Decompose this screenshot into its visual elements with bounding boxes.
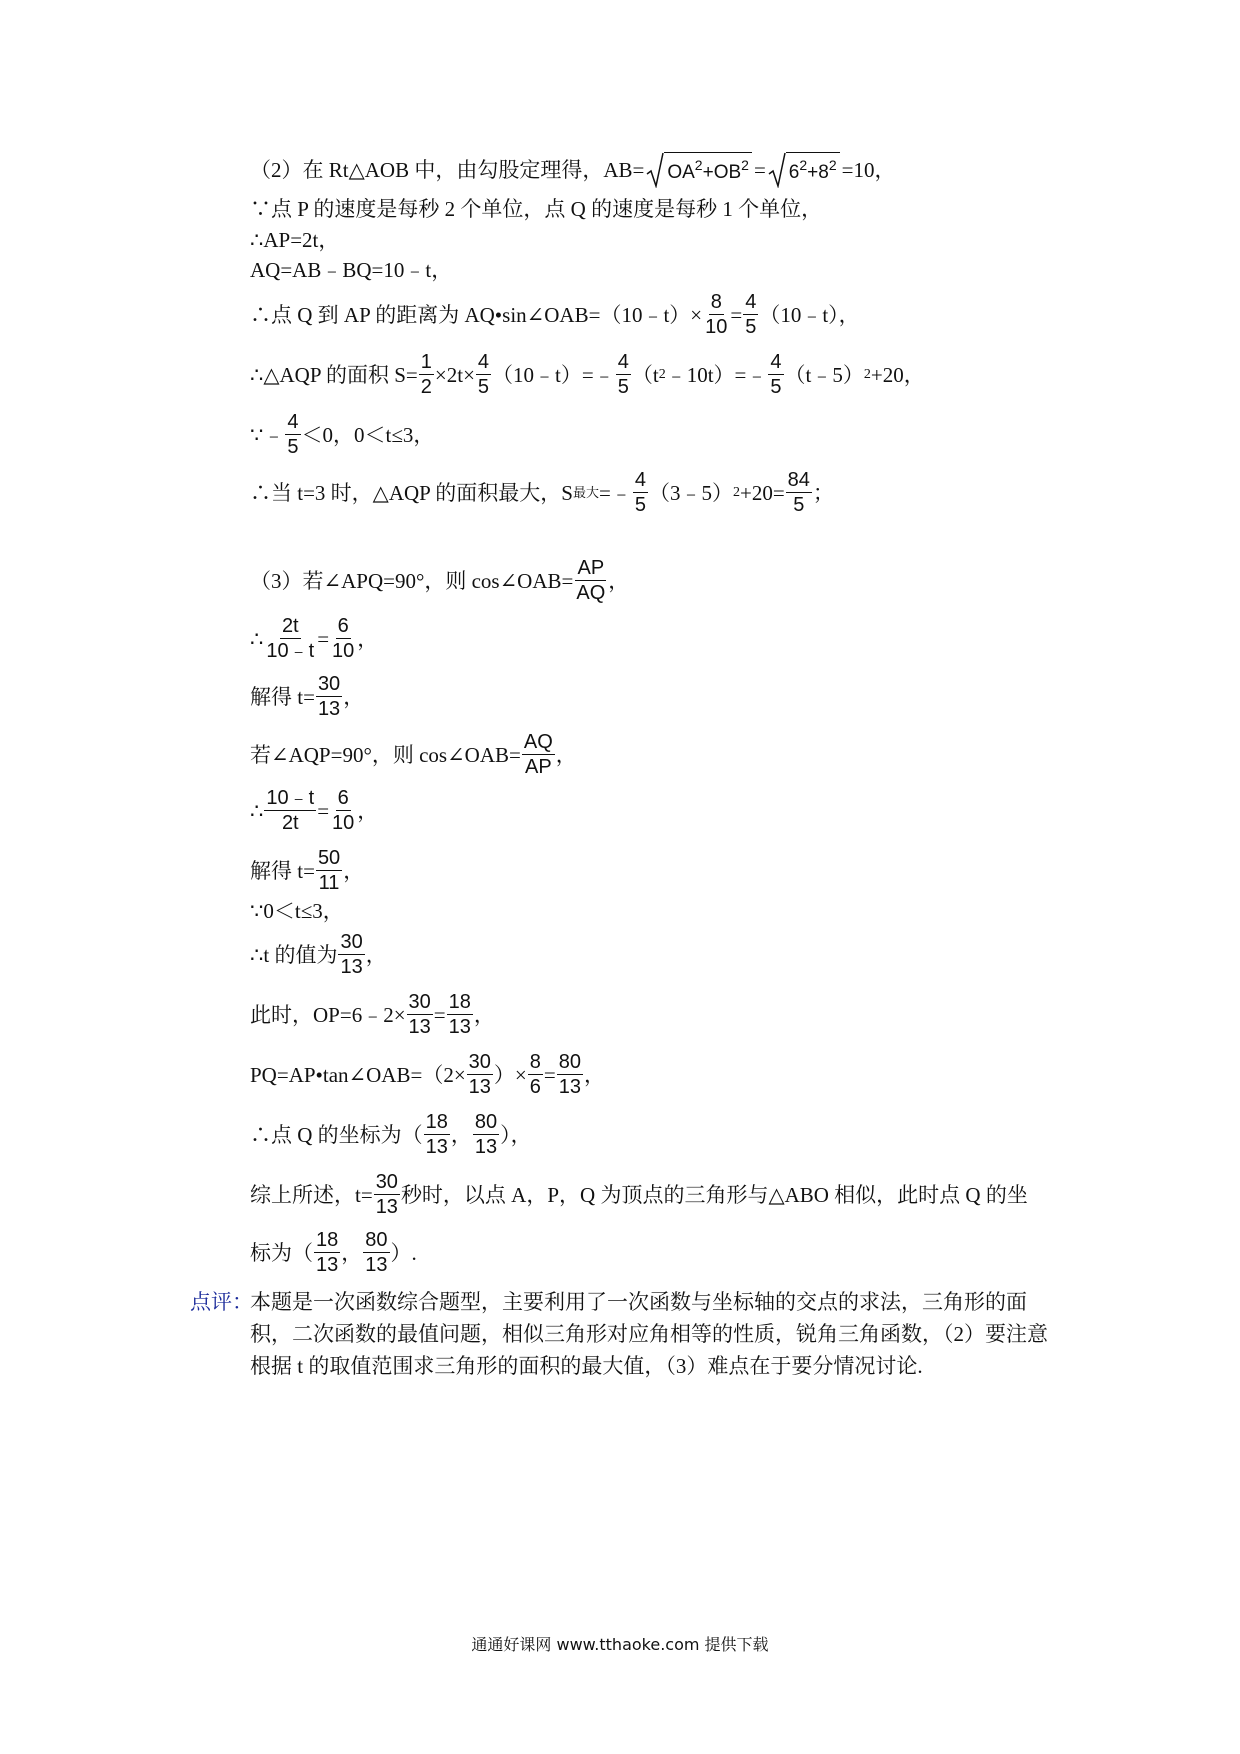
fraction: $\frac{30}{13}$: [408, 991, 431, 1038]
part3-line-11: ∴点 Q 的坐标为（ $\frac{18}{13}$ ， $\frac{80}{13}$ ），: [250, 1111, 532, 1158]
fraction: $\frac{2t}{10﹣t}$: [266, 615, 315, 662]
fraction: $\frac{30}{13}$: [468, 1051, 491, 1098]
part3-line-5: ∴ $\frac{10﹣t}{2t}$ = $\frac{6}{10}$ ，: [250, 787, 379, 834]
sqrt-6-8: $6^2+8^2$: [768, 152, 840, 188]
part3-line-3: 解得 t= $\frac{30}{13}$ ，: [250, 673, 365, 720]
text: （2）在 Rt△AOB 中，由勾股定理得，AB=: [250, 158, 645, 182]
fraction: $\frac{AP}{AQ}$: [576, 557, 606, 604]
fraction: $\frac{4}{5}$: [745, 291, 757, 338]
page-footer: 通通好课网 www.tthaoke.com 提供下载: [471, 1635, 769, 1654]
fraction: $\frac{84}{5}$: [787, 469, 810, 516]
fraction: $\frac{6}{10}$: [332, 787, 355, 834]
part2-line-8: ∴当 t=3 时，△AQP 的面积最大，S 最大 =﹣ $\frac{4}{5}$ （3﹣5） 2 +20= $\frac{84}{5}$ ；: [250, 469, 834, 516]
part3-line-8: ∴t 的值为 $\frac{30}{13}$ ，: [250, 931, 387, 978]
part3-line-6: 解得 t= $\frac{50}{11}$ ，: [250, 847, 365, 894]
part2-line-2: [250, 196, 822, 222]
part3-line-7: ∵0＜t≤3，: [250, 899, 344, 923]
part3-line-1: （3）若∠APQ=90°，则 cos∠OAB= $\frac{AP}{AQ}$ ，: [250, 557, 630, 604]
fraction: $\frac{18}{13}$: [425, 1111, 448, 1158]
fraction: $\frac{50}{11}$: [317, 847, 341, 894]
part3-line-13: 标为（ $\frac{18}{13}$ ， $\frac{80}{13}$ ）.: [250, 1229, 417, 1276]
fraction: $\frac{1}{2}$: [420, 351, 432, 398]
text: =10，: [841, 158, 896, 182]
fraction: $\frac{4}{5}$: [634, 469, 646, 516]
fraction: $\frac{4}{5}$: [770, 351, 782, 398]
fraction: $\frac{AQ}{AP}$: [523, 731, 553, 778]
radical-sign-icon: [646, 152, 664, 188]
fraction: $\frac{4}{5}$: [477, 351, 490, 398]
fraction: $\frac{4}{5}$: [617, 351, 629, 398]
fraction: $\frac{80}{13}$: [474, 1111, 498, 1158]
part2-line-3: [250, 227, 339, 253]
text: AQ=AB﹣BQ=10﹣t，: [250, 258, 453, 282]
fraction: $\frac{8}{10}$: [705, 291, 728, 338]
part3-line-2: ∴ $\frac{2t}{10﹣t}$ = $\frac{6}{10}$ ，: [250, 615, 379, 662]
fraction: $\frac{18}{13}$: [316, 1229, 339, 1276]
fraction: $\frac{8}{6}$: [529, 1051, 541, 1098]
text: ∴AP=2t，: [250, 228, 340, 252]
fraction: $\frac{10﹣t}{2t}$: [266, 787, 315, 834]
fraction: $\frac{4}{5}$: [287, 411, 299, 458]
part2-line-1: [250, 152, 895, 188]
part2-line-4: [250, 257, 452, 283]
text: =: [753, 158, 766, 182]
comment-label: 点评：: [190, 1290, 253, 1314]
comment-text: 本题是一次函数综合题型，主要利用了一次函数与坐标轴的交点的求法，三角形的面积，二次函数的最值问题，相似三角形对应角相等的性质，锐角三角函数，（2）要注意根据 t 的取值范围求三角形的面积的最大值，（3）难点在于要分情况讨论.: [250, 1290, 1048, 1378]
part2-line-6: ∴△AQP 的面积 S= $\frac{1}{2}$ ×2t× $\frac{4}{5}$ （10﹣t）=﹣ $\frac{4}{5}$ （t 2 ﹣10t）=﹣ $\frac{4}{5}$ （t﹣5） 2 +20，: [250, 351, 925, 398]
part2-line-7: ∵﹣ $\frac{4}{5}$ ＜0，0＜t≤3，: [250, 411, 435, 458]
fraction: $\frac{80}{13}$: [558, 1051, 581, 1098]
fraction: $\frac{18}{13}$: [448, 991, 471, 1038]
part3-line-4: 若∠AQP=90°，则 cos∠OAB= $\frac{AQ}{AP}$ ，: [250, 731, 577, 778]
text: ∵点 P 的速度是每秒 2 个单位，点 Q 的速度是每秒 1 个单位，: [250, 197, 823, 221]
fraction: $\frac{6}{10}$: [332, 615, 355, 662]
part3-line-10: PQ=AP•tan∠OAB=（2× $\frac{30}{13}$ ）× $\frac{8}{6}$ = $\frac{80}{13}$ ，: [250, 1051, 605, 1098]
radical-sign-icon: [768, 152, 786, 188]
fraction: $\frac{30}{13}$: [317, 673, 341, 720]
fraction: $\frac{30}{13}$: [340, 931, 363, 978]
fraction: $\frac{30}{13}$: [375, 1171, 398, 1218]
part2-line-5: ∴点 Q 到 AP 的距离为 AQ•sin∠OAB=（10﹣t）× $\frac{8}{10}$ = $\frac{4}{5}$ （10﹣t），: [250, 291, 860, 338]
part3-line-9: 此时，OP=6﹣2× $\frac{30}{13}$ = $\frac{18}{13}$ ，: [250, 991, 495, 1038]
part3-line-12: 综上所述，t= $\frac{30}{13}$ 秒时，以点 A，P，Q 为顶点的三角形与△ABO 相似，此时点 Q 的坐: [250, 1171, 1028, 1218]
fraction: $\frac{80}{13}$: [365, 1229, 388, 1276]
sqrt-oa-ob: $OA^2+OB^2$: [646, 152, 752, 188]
